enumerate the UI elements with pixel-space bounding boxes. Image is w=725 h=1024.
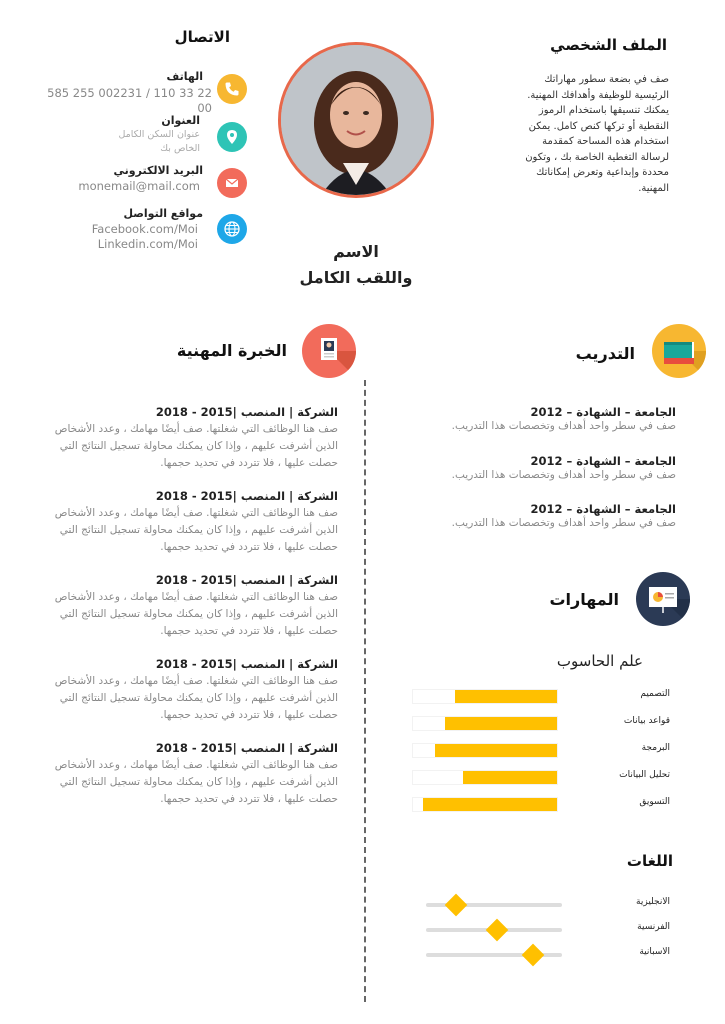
phone-icon [217,74,247,104]
timeline-divider [364,380,366,1002]
profile-text: صف في بضعة سطور مهاراتك الرئيسية للوظيفة وأهدافك المهنية. يمكنك تنسيقها باستخدام الرموز النقطية أو تركها كنص كامل. يمكن استخدام هذه المساحة كمقدمة لرسالة التغطية الخاصة بك ، وتكون محددة وإبداعية وتعرض إمكاناتك المهنية. [525,74,669,194]
skill-bar-track [412,797,558,812]
address-line1: عنوان السكن الكامل [118,129,200,140]
training-item-description: صف في سطر واحد أهداف وتخصصات هذا التدريب. [451,517,676,529]
experience-item-description: الذين أشرفت عليهم ، وإذا كان يمكنك محاولة تسجيل النتائج التي [59,692,338,704]
skill-label: قواعد بيانات [623,716,670,726]
skills-heading: المهارات [549,590,619,609]
email-label: البريد الالكتروني [113,164,203,177]
name-line1: الاسم [333,242,379,261]
experience-item-title: الشركة | المنصب |2015 - 2018 [155,573,338,587]
phone-value: 585 255 002231 / 110 33 22 00 [47,86,212,115]
name-line2: واللقب الكامل [299,268,413,287]
language-label: الاسبانية [639,947,670,957]
email-value[interactable]: monemail@mail.com [78,179,200,193]
skill-bar-track [412,743,558,758]
experience-item-description: صف هنا الوظائف التي شغلتها. صف أيضًا مهامك ، وعدد الأشخاص [54,423,338,435]
skill-bar-fill [435,744,557,757]
experience-item-description: حصلت عليها ، فلا تتردد في تحديد حجمها. [160,793,338,805]
contact-heading: الاتصال [174,28,230,46]
language-level-marker [445,894,468,917]
training-item-title: الجامعة – الشهادة – 2012 [530,502,676,516]
training-item-title: الجامعة – الشهادة – 2012 [530,405,676,419]
profile-heading: الملف الشخصي [550,36,667,54]
skill-label: التسويق [639,797,670,807]
skill-bar-track [412,689,558,704]
experience-item-title: الشركة | المنصب |2015 - 2018 [155,489,338,503]
web-line2[interactable]: Linkedin.com/Moi [97,237,198,251]
experience-item-description: حصلت عليها ، فلا تتردد في تحديد حجمها. [160,457,338,469]
experience-item-description: صف هنا الوظائف التي شغلتها. صف أيضًا مهامك ، وعدد الأشخاص [54,591,338,603]
experience-item-description: حصلت عليها ، فلا تتردد في تحديد حجمها. [160,541,338,553]
experience-heading: الخبرة المهنية [176,341,287,360]
computer-subheading: علم الحاسوب [556,652,643,670]
skill-label: البرمجة [641,743,670,753]
languages-heading: اللغات [626,852,673,870]
experience-item-title: الشركة | المنصب |2015 - 2018 [155,657,338,671]
experience-item-description: الذين أشرفت عليهم ، وإذا كان يمكنك محاولة تسجيل النتائج التي [59,440,338,452]
address-label: العنوان [161,114,200,127]
training-item-description: صف في سطر واحد أهداف وتخصصات هذا التدريب. [451,420,676,432]
phone-label: الهاتف [166,70,203,83]
skill-label: التصميم [640,689,670,699]
presentation-icon [636,572,690,626]
language-level-marker [486,919,509,942]
skill-bar-track [412,770,558,785]
language-label: الفرنسية [637,922,670,932]
skill-label: تحليل البيانات [619,770,670,780]
training-item-title: الجامعة – الشهادة – 2012 [530,454,676,468]
location-icon [217,122,247,152]
training-heading: التدريب [575,344,635,363]
globe-icon [217,214,247,244]
profile-photo [278,42,434,198]
language-level-marker [522,944,545,967]
skill-bar-track [412,716,558,731]
language-label: الانجليزية [636,897,670,907]
experience-icon [302,324,356,378]
web-label: مواقع التواصل [123,207,203,220]
skill-bar-fill [463,771,557,784]
skill-bar-fill [455,690,557,703]
experience-item-description: حصلت عليها ، فلا تتردد في تحديد حجمها. [160,709,338,721]
experience-item-title: الشركة | المنصب |2015 - 2018 [155,405,338,419]
experience-item-description: صف هنا الوظائف التي شغلتها. صف أيضًا مهامك ، وعدد الأشخاص [54,507,338,519]
skill-bar-fill [423,798,557,811]
training-item-description: صف في سطر واحد أهداف وتخصصات هذا التدريب. [451,469,676,481]
web-line1[interactable]: Facebook.com/Moi [91,222,198,236]
experience-item-description: الذين أشرفت عليهم ، وإذا كان يمكنك محاولة تسجيل النتائج التي [59,524,338,536]
experience-item-description: صف هنا الوظائف التي شغلتها. صف أيضًا مهامك ، وعدد الأشخاص [54,675,338,687]
experience-item-description: حصلت عليها ، فلا تتردد في تحديد حجمها. [160,625,338,637]
address-line2: الخاص بك [160,143,200,154]
experience-item-title: الشركة | المنصب |2015 - 2018 [155,741,338,755]
experience-item-description: الذين أشرفت عليهم ، وإذا كان يمكنك محاولة تسجيل النتائج التي [59,608,338,620]
books-icon [652,324,706,378]
email-icon [217,168,247,198]
skill-bar-fill [445,717,557,730]
experience-item-description: الذين أشرفت عليهم ، وإذا كان يمكنك محاولة تسجيل النتائج التي [59,776,338,788]
experience-item-description: صف هنا الوظائف التي شغلتها. صف أيضًا مهامك ، وعدد الأشخاص [54,759,338,771]
